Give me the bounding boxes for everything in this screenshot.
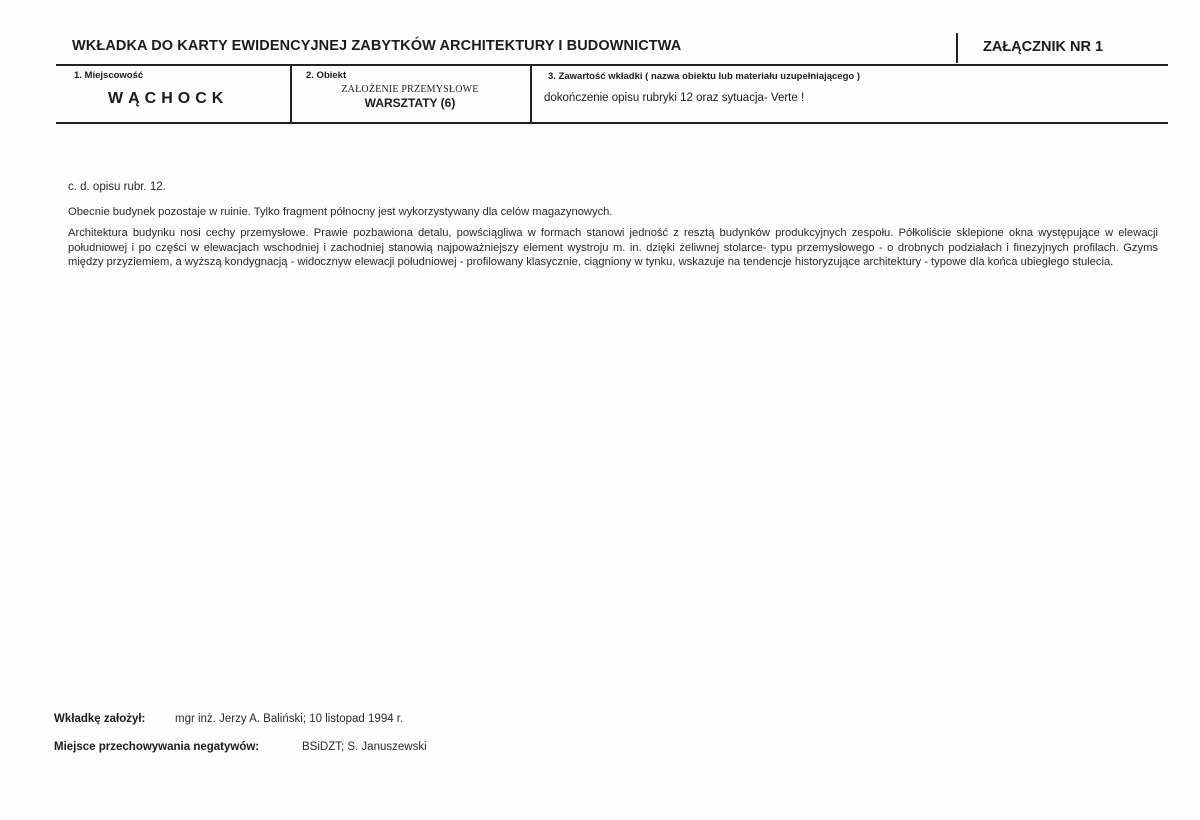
- header-divider: [956, 33, 958, 63]
- storage-value: BSiDZT; S. Januszewski: [302, 741, 427, 753]
- object-name: WARSZTATY (6): [364, 96, 456, 110]
- storage-label: Miejsce przechowywania negatywów:: [54, 741, 260, 753]
- footer-created-row: [54, 713, 403, 725]
- table-bottom-rule: [56, 122, 1168, 124]
- attachment-number: ZAŁĄCZNIK NR 1: [983, 39, 1104, 55]
- place-label: 1. Miejscowość: [74, 70, 144, 81]
- object-label: 2. Obiekt: [306, 70, 347, 81]
- description-subhead: c. d. opisu rubr. 12.: [68, 181, 166, 193]
- description-body: [68, 180, 1158, 270]
- description-paragraph-1: Obecnie budynek pozostaje w ruinie. Tylko fragment północny jest wykorzystywany dla celów magazynowych.: [68, 205, 613, 218]
- created-value: mgr inż. Jerzy A. Baliński; 10 listopad 1994 r.: [175, 713, 404, 725]
- footer-storage-row: [54, 741, 427, 753]
- place-value: WĄCHOCK: [108, 90, 229, 107]
- content-label: 3. Zawartość wkładki ( nazwa obiektu lub materiału uzupełniającego ): [548, 71, 860, 82]
- document-title: WKŁADKA DO KARTY EWIDENCYJNEJ ZABYTKÓW ARCHITEKTURY I BUDOWNICTWA: [72, 38, 682, 54]
- table-top-rule: [56, 64, 1168, 66]
- description-paragraph-2: Architektura budynku nosi cechy przemysłowe. Prawie pozbawiona detalu, powściągliwa w formach stanowi jedność z resztą budynków produkcyjnych zespołu. Półkoliście sklepione okna występujące w elewacji południowej i po części w elewacjach wschodniej i zachodniej stanowią najpoważniejszy element wystroju m. in. dzięki żeliwnej stolarce- typu przemysłowego - o drobnych podziałach i finezyjnych profilach. Gzyms między przyziemiem, a wyższą kondygnacją - widocznyw elewacji południowej - profilowany klasycznie, ciągniony w tynku, wskazuje na tendencje historyzujące architektury - typowe dla końca ubiegłego stulecia.: [68, 227, 1158, 268]
- object-type: ZAŁOŻENIE PRZEMYSŁOWE: [341, 84, 479, 95]
- created-label: Wkładkę założył:: [54, 713, 146, 725]
- content-value: dokończenie opisu rubryki 12 oraz sytuacja- Verte !: [544, 92, 805, 104]
- table-divider-2: [530, 66, 532, 122]
